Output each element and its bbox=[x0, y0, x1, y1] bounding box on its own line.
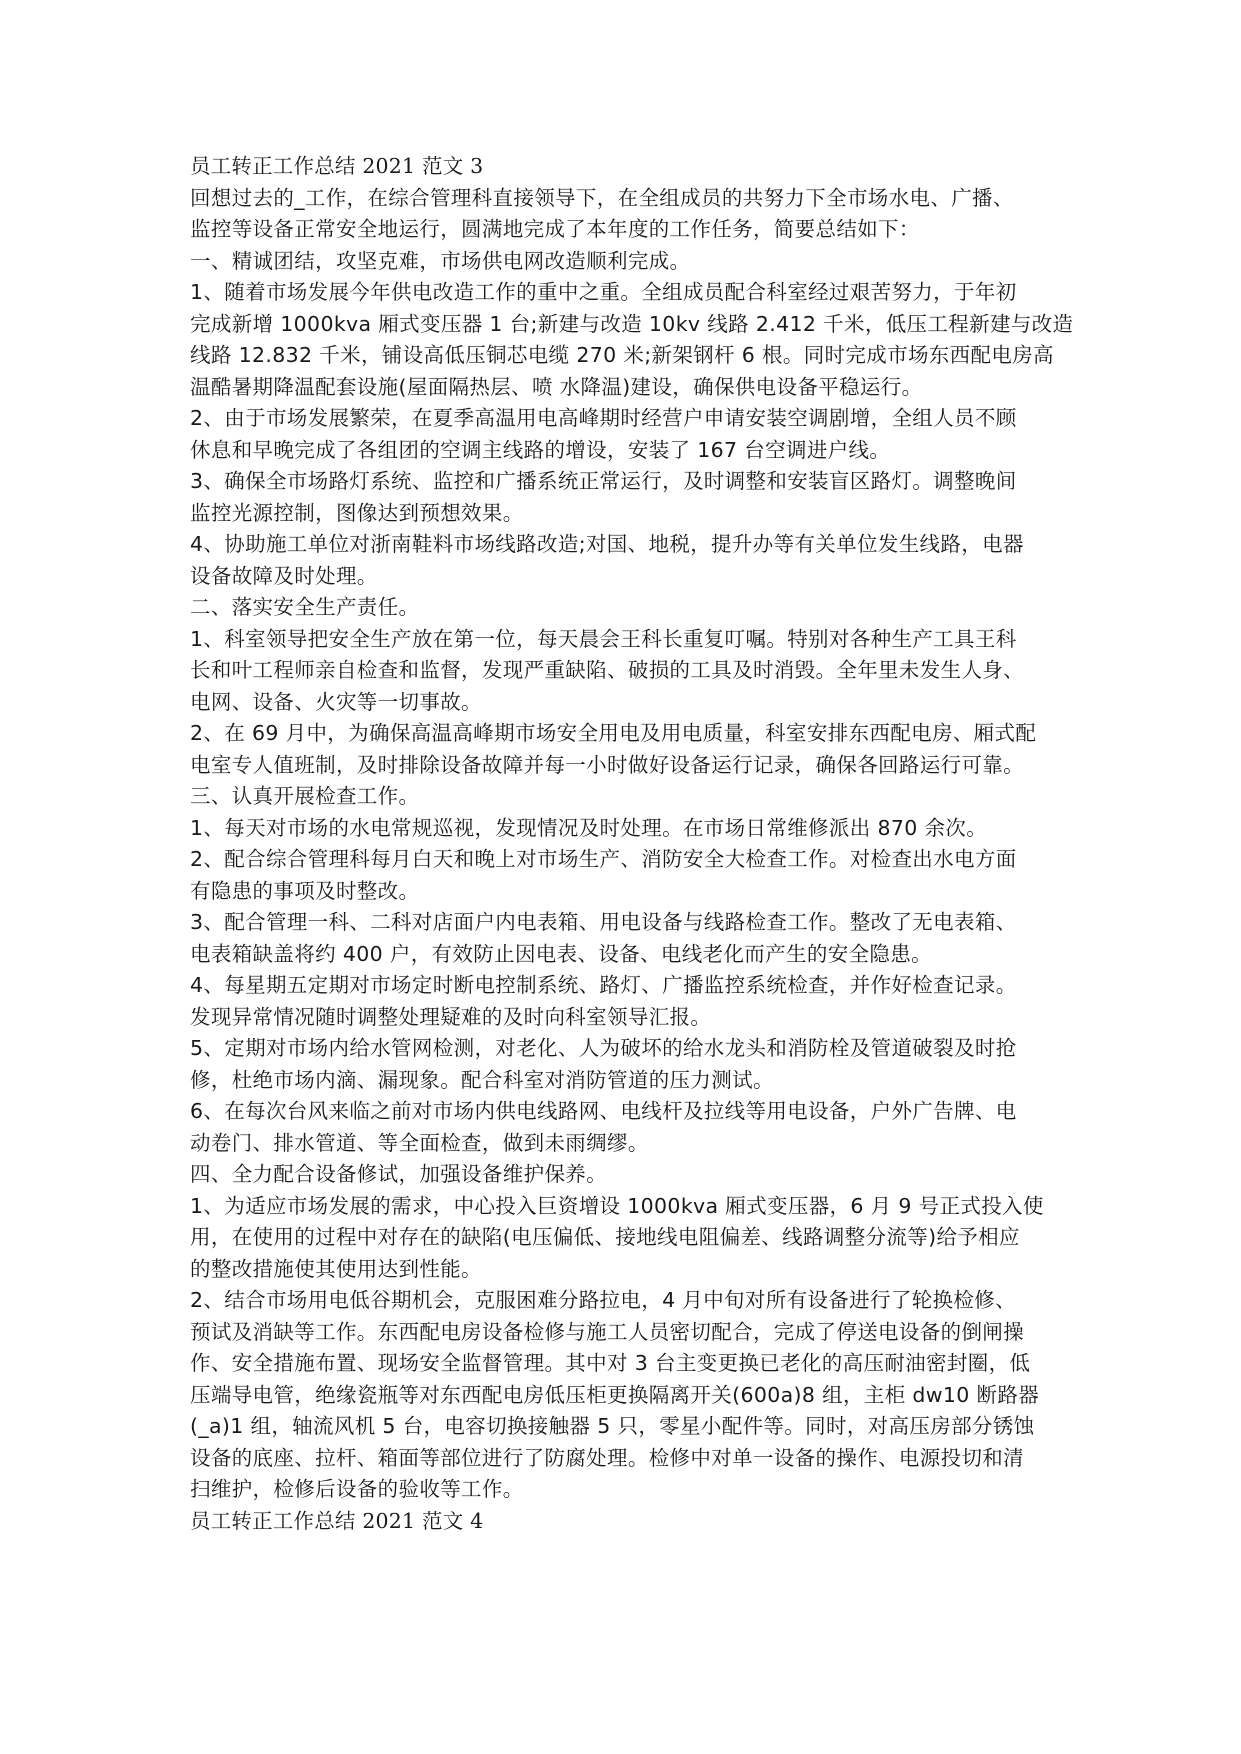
text-line: 6、在每次台风来临之前对市场内供电线路网、电线杆及拉线等用电设备，户外广告牌、电 bbox=[190, 1099, 1017, 1123]
section-title: 员工转正工作总结 2021 范文 3 bbox=[190, 154, 484, 178]
text-line: 发现异常情况随时调整处理疑难的及时向科室领导汇报。 bbox=[190, 1004, 712, 1029]
text-line: 电表箱缺盖将约 400 户，有效防止因电表、设备、电线老化而产生的安全隐患。 bbox=[190, 941, 932, 966]
text-line: 温酷暑期降温配套设施(屋面隔热层、喷 水降温)建设，确保供电设备平稳运行。 bbox=[190, 374, 923, 399]
text-line: 压端导电管，绝缘瓷瓶等对东西配电房低压柜更换隔离开关(600a)8 组，主柜 dw10 断路器 bbox=[190, 1382, 1040, 1407]
text-line: 线路 12.832 千米，铺设高低压铜芯电缆 270 米;新架钢杆 6 根。同时完成市场东西配电房高 bbox=[190, 343, 1054, 367]
text-line: 1、每天对市场的水电常规巡视，发现情况及时处理。在市场日常维修派出 870 余次。 bbox=[190, 815, 988, 840]
text-line: 回想过去的_工作，在综合管理科直接领导下，在全组成员的共努力下全市场水电、广播、 bbox=[190, 185, 1014, 210]
text-line: 1、为适应市场发展的需求，中心投入巨资增设 1000kva 厢式变压器，6 月 9 号正式投入使 bbox=[190, 1193, 1044, 1218]
heading-line: 三、认真开展检查工作。 bbox=[190, 784, 420, 808]
text-line: (_a)1 组，轴流风机 5 台，电容切换接触器 5 只，零星小配件等。同时，对高压房部分锈蚀 bbox=[190, 1414, 1035, 1438]
text-line: 预试及消缺等工作。东西配电房设备检修与施工人员密切配合，完成了停送电设备的倒闸操 bbox=[190, 1319, 1024, 1344]
text-line: 有隐患的事项及时整改。 bbox=[190, 878, 420, 903]
text-line: 长和叶工程师亲自检查和监督，发现严重缺陷、破损的工具及时消毁。全年里未发生人身、 bbox=[190, 658, 1024, 682]
text-line: 2、在 69 月中，为确保高温高峰期市场安全用电及用电质量，科室安排东西配电房、厢式配 bbox=[190, 721, 1037, 745]
text-line: 动卷门、排水管道、等全面检查，做到未雨绸缪。 bbox=[190, 1130, 649, 1155]
text-line: 电室专人值班制，及时排除设备故障并每一小时做好设备运行记录，确保各回路运行可靠。 bbox=[190, 752, 1024, 777]
text-line: 2、结合市场用电低谷期机会，克服困难分路拉电，4 月中旬对所有设备进行了轮换检修、 bbox=[190, 1288, 1016, 1312]
document-page bbox=[190, 151, 1074, 1537]
text-line: 监控光源控制，图像达到预想效果。 bbox=[190, 500, 524, 525]
text-line: 设备的底座、拉杆、箱面等部位进行了防腐处理。检修中对单一设备的操作、电源投切和清 bbox=[190, 1445, 1024, 1470]
text-line: 3、配合管理一科、二科对店面户内电表箱、用电设备与线路检查工作。整改了无电表箱、 bbox=[190, 910, 1017, 934]
text-line: 1、科室领导把安全生产放在第一位，每天晨会王科长重复叮嘱。特别对各种生产工具王科 bbox=[190, 626, 1017, 651]
text-line: 修，杜绝市场内滴、漏现象。配合科室对消防管道的压力测试。 bbox=[190, 1067, 774, 1092]
text-line: 监控等设备正常安全地运行，圆满地完成了本年度的工作任务，简要总结如下： bbox=[190, 217, 920, 241]
text-line: 5、定期对市场内给水管网检测，对老化、人为破坏的给水龙头和消防栓及管道破裂及时抢 bbox=[190, 1036, 1017, 1060]
text-line: 2、由于市场发展繁荣，在夏季高温用电高峰期时经营户申请安装空调剧增，全组人员不顾 bbox=[190, 406, 1017, 430]
text-line: 4、协助施工单位对浙南鞋料市场线路改造;对国、地税，提升办等有关单位发生线路，电器 bbox=[190, 532, 1024, 556]
text-line: 作、安全措施布置、现场安全监督管理。其中对 3 台主变更换已老化的高压耐油密封圈，低 bbox=[190, 1351, 1031, 1375]
text-line: 1、随着市场发展今年供电改造工作的重中之重。全组成员配合科室经过艰苦努力，于年初 bbox=[190, 280, 1017, 304]
text-line: 的整改措施使其使用达到性能。 bbox=[190, 1256, 482, 1281]
text-line: 用，在使用的过程中对存在的缺陷(电压偏低、接地线电阻偏差、线路调整分流等)给予相应 bbox=[190, 1225, 1020, 1249]
text-line: 休息和早晚完成了各组团的空调主线路的增设，安装了 167 台空调进户线。 bbox=[190, 437, 891, 462]
text-line: 3、确保全市场路灯系统、监控和广播系统正常运行，及时调整和安装盲区路灯。调整晚间 bbox=[190, 469, 1017, 493]
text-line: 2、配合综合管理科每月白天和晚上对市场生产、消防安全大检查工作。对检查出水电方面 bbox=[190, 847, 1017, 871]
text-line: 设备故障及时处理。 bbox=[190, 563, 378, 588]
text-line: 4、每星期五定期对市场定时断电控制系统、路灯、广播监控系统检查，并作好检查记录。 bbox=[190, 973, 1017, 997]
heading-line: 一、精诚团结，攻坚克难，市场供电网改造顺利完成。 bbox=[190, 248, 691, 273]
text-line: 电网、设备、火灾等一切事故。 bbox=[190, 689, 482, 714]
text-line: 完成新增 1000kva 厢式变压器 1 台;新建与改造 10kv 线路 2.412 千米，低压工程新建与改造 bbox=[190, 311, 1074, 336]
section-title: 员工转正工作总结 2021 范文 4 bbox=[190, 1508, 484, 1533]
heading-line: 二、落实安全生产责任。 bbox=[190, 595, 420, 619]
text-line: 扫维护，检修后设备的验收等工作。 bbox=[190, 1477, 524, 1501]
heading-line: 四、全力配合设备修试，加强设备维护保养。 bbox=[190, 1162, 607, 1186]
